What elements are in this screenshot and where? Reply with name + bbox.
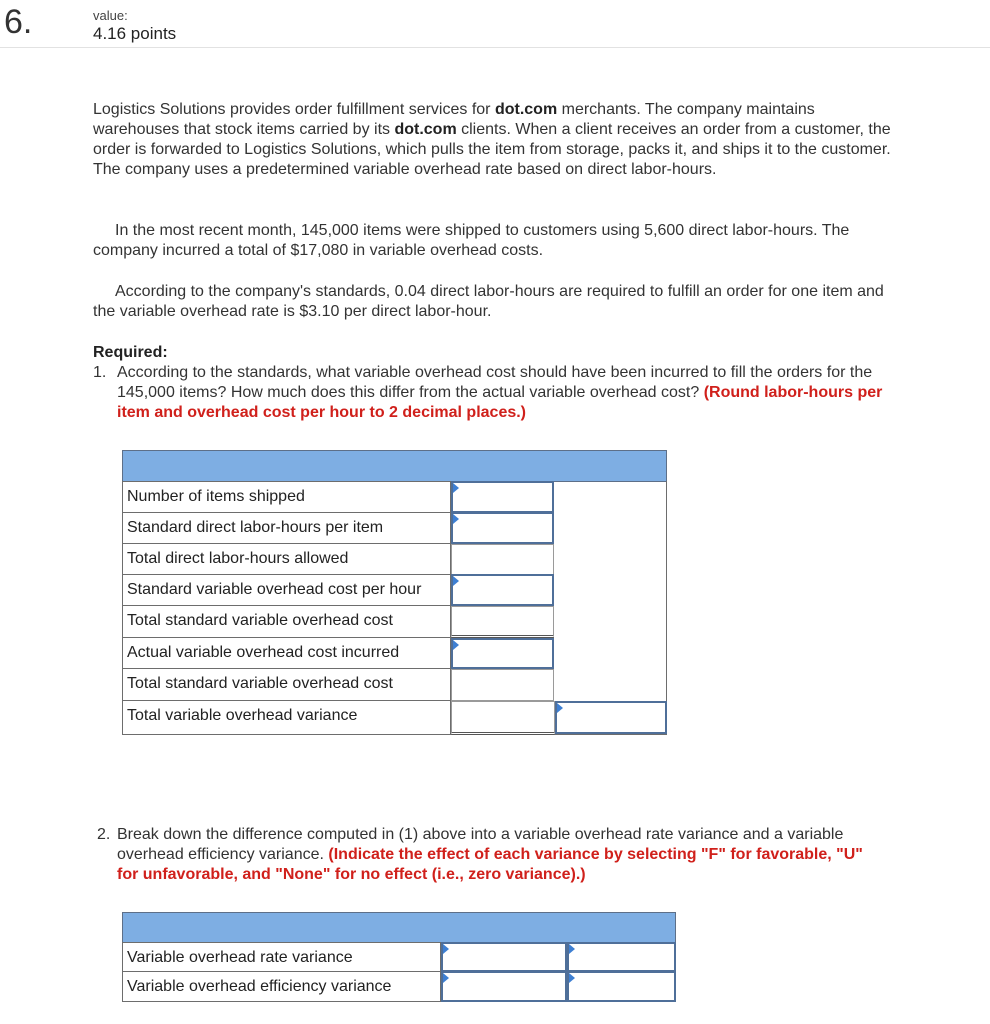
rate-variance-amount-input[interactable] <box>441 942 567 972</box>
input-marker-icon <box>453 640 459 650</box>
input-marker-icon <box>443 944 449 954</box>
row-label-std-overhead-rate: Standard variable overhead cost per hour <box>122 575 451 606</box>
intro-paragraph-1: Logistics Solutions provides order fulfillment services for dot.com merchants. The company maintains warehouses that stock items carried by its dot.com clients. When a client receives an order from a customer, the order is forwarded to Logistics Solutions, which pulls the item from storage, packs it, and ships it to the customer. The company uses a predetermined variable overhead rate based on direct labor-hours. <box>93 101 891 178</box>
row-label-rate-variance: Variable overhead rate variance <box>122 942 441 972</box>
row-label-total-std-overhead-cost-2: Total standard variable overhead cost <box>122 669 451 701</box>
dropdown-marker-icon <box>557 703 563 713</box>
row-label-efficiency-variance: Variable overhead efficiency variance <box>122 972 441 1002</box>
row-label-total-overhead-variance: Total variable overhead variance <box>122 701 451 735</box>
intro-paragraph-3: According to the company's standards, 0.04 direct labor-hours are required to fulfill an order for one item and the variable overhead rate is $3.10 per direct labor-hour. <box>93 283 884 320</box>
input-marker-icon <box>453 483 459 493</box>
row-label-total-std-overhead-cost: Total standard variable overhead cost <box>122 606 451 638</box>
actual-overhead-cost-input[interactable] <box>451 638 554 669</box>
input-marker-icon <box>453 514 459 524</box>
input-marker-icon <box>453 576 459 586</box>
header-divider <box>0 47 990 48</box>
items-shipped-input[interactable] <box>451 481 554 513</box>
std-overhead-rate-input[interactable] <box>451 574 554 606</box>
total-std-overhead-cost-cell[interactable] <box>451 606 554 638</box>
table2-header <box>122 912 676 943</box>
efficiency-variance-amount-input[interactable] <box>441 971 567 1002</box>
row-label-total-hours-allowed: Total direct labor-hours allowed <box>122 544 451 575</box>
requirement-2-text: Break down the difference computed in (1) above into a variable overhead rate variance and a variable overhead efficiency variance. (Indicate the effect of each variance by selecting "F" for favorable, "U" for unfavorable, and "None" for no effect (i.e., zero variance).) <box>117 826 863 883</box>
table1-header <box>122 450 667 482</box>
value-label: value: <box>93 8 128 23</box>
std-hours-per-item-input[interactable] <box>451 512 554 544</box>
rate-variance-effect-select[interactable] <box>567 942 676 972</box>
question-number: 6. <box>4 3 33 41</box>
input-marker-icon <box>443 973 449 983</box>
efficiency-variance-effect-select[interactable] <box>567 971 676 1002</box>
requirement-2-number: 2. <box>97 826 111 843</box>
intro-paragraph-2: In the most recent month, 145,000 items were shipped to customers using 5,600 direct labor-hours. The company incurred a total of $17,080 in variable overhead costs. <box>93 222 850 259</box>
total-overhead-variance-effect-select[interactable] <box>555 701 667 734</box>
dropdown-marker-icon <box>569 944 575 954</box>
requirement-1-text: According to the standards, what variable overhead cost should have been incurred to fill the orders for the 145,000 items? How much does this differ from the actual variable overhead cost? (Round labor-hours per item and overhead cost per hour to 2 decimal places.) <box>117 364 883 421</box>
required-heading: Required: <box>93 344 168 361</box>
requirement-1-number: 1. <box>93 364 107 381</box>
total-overhead-variance-cell[interactable] <box>451 701 555 735</box>
row-label-actual-overhead-cost: Actual variable overhead cost incurred <box>122 638 451 669</box>
row-label-items-shipped: Number of items shipped <box>122 481 451 513</box>
total-hours-allowed-cell[interactable] <box>451 544 554 575</box>
question-points: 4.16 points <box>93 24 177 43</box>
row-label-std-hours-per-item: Standard direct labor-hours per item <box>122 513 451 544</box>
total-std-overhead-cost-2-cell[interactable] <box>451 669 554 701</box>
dropdown-marker-icon <box>569 973 575 983</box>
